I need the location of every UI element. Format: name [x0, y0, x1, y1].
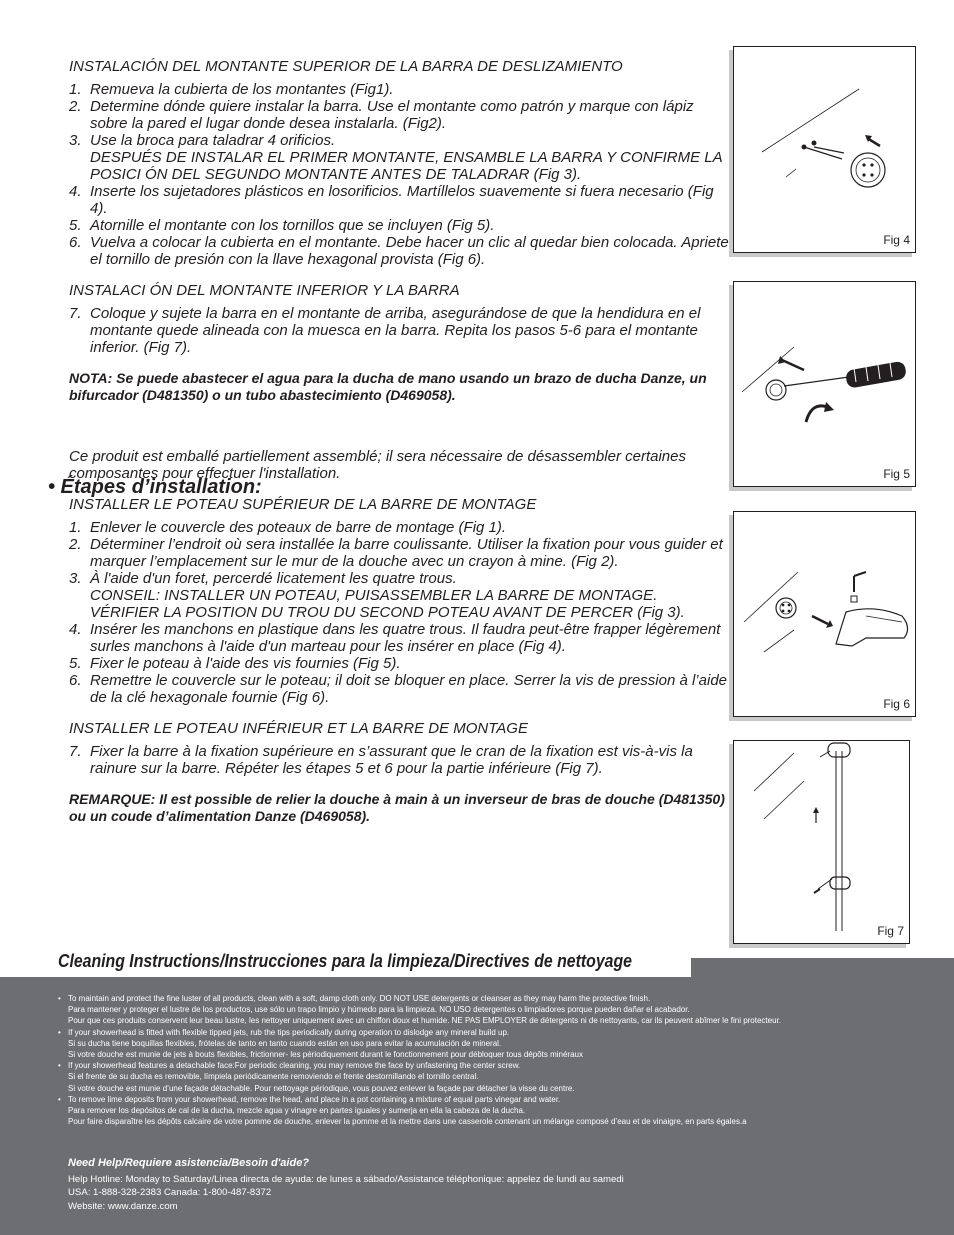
list-item: 4. Inserte los sujetadores plásticos en losorificios. Martíllelos suavemente si fuera necesario (Fig 4). [69, 183, 714, 217]
fr-intro: Ce produit est emballé partiellement assemblé; il sera nécessaire de désassembler certaines composantes pour effectuer l'installation. [69, 448, 686, 482]
list-item: 1. Remueva la cubierta de los montantes (Fig1). [69, 81, 394, 98]
list-item: 7. Coloque y sujete la barra en el montante de arriba, asegurándose de que la hendidura en el montante quede alineada con la muesca en la barra. Repita los pasos 5-6 para el montante inferior. (Fig 7). [69, 305, 701, 356]
list-item: 4. Insérer les manchons en plastique dans les quatre trous. Il faudra peut-être frapper légèrement surles manchons à l'aide d'un marteau pour les insérer en place (Fig 4). [69, 621, 721, 655]
help-title: Need Help/Requiere asistencia/Besoin d'aide? [68, 1157, 310, 1169]
fr-heading-upper-post: INSTALLER LE POTEAU SUPÉRIEUR DE LA BARRE DE MONTAGE [69, 496, 537, 513]
fig7-illustration [734, 741, 909, 943]
help-phones: USA: 1-888-328-2383 Canada: 1-800-487-8372 [68, 1187, 272, 1198]
figure-6 [733, 511, 916, 717]
list-item: 6. Vuelva a colocar la cubierta en el montante. Debe hacer un clic al quedar bien colocada. Apriete el tornillo de presión con la llave hexagonal provista (Fig 6). [69, 234, 729, 268]
list-item: • To remove lime deposits from your showerhead, remove the head, and place in a pot containing a mixture of equal parts vinegar and water. Para remover los depósitos de cal de la ducha, mezcle agua y vinagre en partes iguales y sumerja en ella la cabeza de la ducha. Pour faire disparaître les dépôts calcaire de votre pomme de douche, enlever la pomme et la mettre dans une casserole contenant un mélange composé d’eau et de vinaigre, en parts égales.a [58, 1094, 938, 1128]
cleaning-title: Cleaning Instructions/Instrucciones para la limpieza/Directives de nettoyage [58, 951, 632, 971]
list-item: 1. Enlever le couvercle des poteaux de barre de montage (Fig 1). [69, 519, 507, 536]
figure-5 [733, 281, 916, 487]
list-item: 5. Fixer le poteau à l'aide des vis fournies (Fig 5). [69, 655, 401, 672]
list-item: 5. Atornille el montante con los tornillos que se incluyen (Fig 5). [69, 217, 495, 234]
figure-7 [733, 740, 910, 944]
es-step7-list [69, 305, 729, 356]
fig6-label: Fig 6 [883, 697, 910, 711]
list-item: 2. Determine dónde quiere instalar la barra. Use el montante como patrón y marque con lápiz sobre la pared el lugar donde desea instalarla. (Fig2). [69, 98, 694, 132]
list-item: 7. Fixer la barre à la fixation supérieure en s’assurant que le cran de la fixation est vis-à-vis la rainure sur la barre. Répéter les étapes 5 et 6 pour la partie inférieure (Fig 7). [69, 743, 693, 777]
list-item: 3. À l'aide d'un foret, percerdé licatement les quatre trous. CONSEIL: INSTALLER UN POTEAU, PUISASSEMBLER LA BARRE DE MONTAGE. VÉRIFIER LA POSITION DU TROU DU SECOND POTEAU AVANT DE PERCER (Fig 3). [69, 570, 685, 621]
help-hotline: Help Hotline: Monday to Saturday/Linea directa de ayuda: de lunes a sábado/Assistance téléphonique: appelez de lundi au samedi [68, 1173, 624, 1185]
fr-note: REMARQUE: Il est possible de relier la douche à main à un inverseur de bras de douche (D481350) ou un coude d’alimentation Danze (D469058). [69, 791, 725, 824]
list-item: 6. Remettre le couvercle sur le poteau; il doit se bloquer en place. Serrer la vis de pression à l’aide de la clé hexagonale fournie (Fig 6). [69, 672, 728, 706]
list-item: • To maintain and protect the fine luster of all products, clean with a soft, damp cloth only. DO NOT USE detergents or cleanser as they may harm the protective finish. Para mantener y proteger el lustre de los productos, use sólo un trapo limpio y húmedo para la limpieza. NO USO detergentes o limpiadores porque pueden dañar el acabador. Pour que ces produits conservent leur beau lustre, les nettoyer uniquement avec un chiffon doux et humide. NE PAS EMPLOYER de détergents ni de nettoyants, car ils peuvent abîmer le fini protecteur. [58, 993, 938, 1027]
cleaning-panel [0, 977, 954, 1235]
fr-heading-lower-post: INSTALLER LE POTEAU INFÉRIEUR ET LA BARRE DE MONTAGE [69, 720, 528, 737]
list-item: 3. Use la broca para taladrar 4 orificios. DESPUÉS DE INSTALAR EL PRIMER MONTANTE, ENSAMBLE LA BARRA Y CONFIRME LA POSICI ÓN DEL SEGUNDO MONTANTE ANTES DE TALADRAR (Fig 3). [69, 132, 723, 183]
es-heading-lower-post: INSTALACI ÓN DEL MONTANTE INFERIOR Y LA BARRA [69, 282, 460, 299]
list-item: • If your showerhead features a detachable face:For periodic cleaning, you may remove the face by unfastening the center screw. Si el frente de su ducha es removible, límpiela periódicamente removiendo el frente destornillando el tornillo central. Si votre douche est munie d’une façade détachable. Pour nettoyage périodique, vous pouvez enlever la façade par détacher la visse du centre. [58, 1060, 938, 1094]
instructions-column [69, 58, 729, 825]
fr-steps-list [69, 519, 729, 706]
es-heading-upper-post: INSTALACIÓN DEL MONTANTE SUPERIOR DE LA BARRA DE DESLIZAMIENTO [69, 58, 623, 75]
fig5-illustration [734, 282, 915, 486]
fig6-illustration [734, 512, 915, 716]
fr-step7-list [69, 743, 729, 777]
es-note: NOTA: Se puede abastecer el agua para la ducha de mano usando un brazo de ducha Danze, un bifurcador (D481350) o un tubo abastecimiento (D469058). [69, 370, 707, 403]
es-steps-list [69, 81, 729, 268]
cleaning-bullets [58, 993, 938, 1127]
fig4-label: Fig 4 [883, 233, 910, 247]
fig4-illustration [734, 47, 915, 252]
figure-4 [733, 46, 916, 253]
cleaning-header-band [691, 958, 954, 978]
fr-section-title: • Étapes d’installation: [48, 476, 262, 498]
help-block [68, 1157, 624, 1213]
fig7-label: Fig 7 [877, 924, 904, 938]
help-website[interactable]: Website: www.danze.com [68, 1200, 178, 1212]
list-item: • If your showerhead is fitted with flexible tipped jets, rub the tips periodically during operation to dislodge any mineral build up. Si su ducha tiene boquillas flexibles, frótelas de tanto en tanto cuando están en uso para evitar la acumulación de mineral. Si votre douche est munie de jets à bouts flexibles, frictionner- les périodiquement durant le fonctionnement pour débloquer tous dépôts minéraux [58, 1027, 938, 1061]
fig5-label: Fig 5 [883, 467, 910, 481]
list-item: 2. Déterminer l’endroit où sera installée la barre coulissante. Utiliser la fixation pour vous guider et marquer l’emplacement sur le mur de la douche avec un crayon à mine. (Fig 2). [69, 536, 723, 570]
